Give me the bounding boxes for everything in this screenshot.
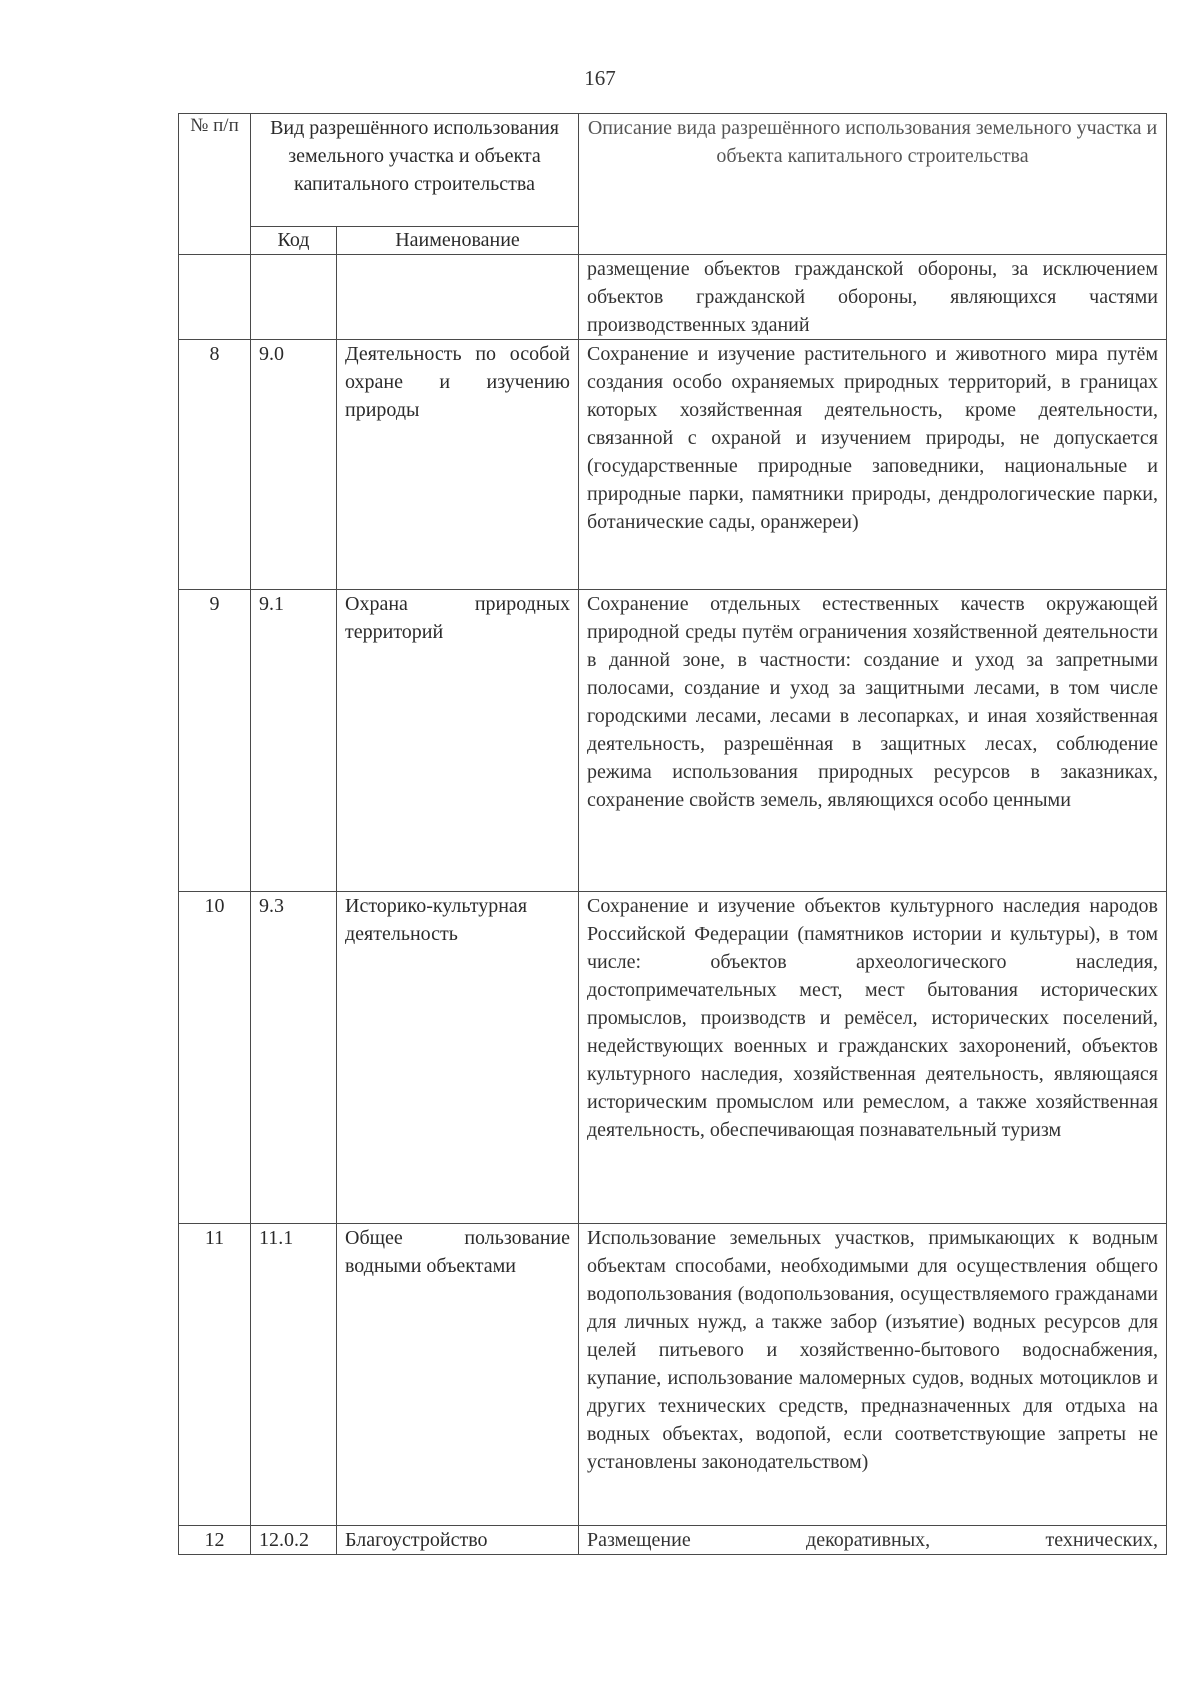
row-description: Размещение декоративных, технических, (579, 1526, 1167, 1555)
table-row (179, 1224, 1167, 1526)
row-code: 9.0 (251, 340, 337, 590)
header-name: Наименование (337, 227, 579, 255)
land-use-table (178, 113, 1167, 1555)
row-number: 11 (179, 1224, 251, 1526)
row-number: 10 (179, 892, 251, 1224)
row-description: Сохранение отдельных естественных качеств окружающей природной среды путём ограничения хозяйственной деятельности в данной зоне, в частности: создание и уход за запретными полосами, создание и уход за защитными лесами, в том числе городскими лесами, лесами в лесопарках, и иная хозяйственная деятельность, разрешённая в защитных лесах, соблюдение режима использования природных ресурсов в заказниках, сохранение свойств земель, являющихся особо ценными (579, 590, 1167, 892)
table-row (179, 1526, 1167, 1555)
row-name: Общее пользование водными объектами (337, 1224, 579, 1526)
header-row (179, 114, 1167, 227)
row-code: 9.1 (251, 590, 337, 892)
header-description: Описание вида разрешённого использования земельного участка и объекта капитального строительства (579, 114, 1167, 255)
row-name: Благоустройство (337, 1526, 579, 1555)
header-code: Код (251, 227, 337, 255)
row-code: 12.0.2 (251, 1526, 337, 1555)
header-number: № п/п (179, 114, 251, 255)
row-description: Сохранение и изучение объектов культурного наследия народов Российской Федерации (памятников истории и культуры), в том числе: объектов археологического наследия, достопримечательных мест, мест бытования исторических промыслов, производств и ремёсел, исторических поселений, недействующих военных и гражданских захоронений, объектов культурного наследия, хозяйственная деятельность, являющаяся историческим промыслом или ремеслом, а также хозяйственная деятельность, обеспечивающая познавательный туризм (579, 892, 1167, 1224)
row-description: Использование земельных участков, примыкающих к водным объектам способами, необходимыми для осуществления общего водопользования (водопользования, осуществляемого гражданами для личных нужд, а также забор (изъятие) водных ресурсов для целей питьевого и хозяйственно-бытового водоснабжения, купание, использование маломерных судов, водных мотоциклов и других технических средств, предназначенных для отдыха на водных объектах, водопой, если соответствующие запреты не установлены законодательством) (579, 1224, 1167, 1526)
table-row (179, 892, 1167, 1224)
table-row (179, 340, 1167, 590)
table-row (179, 255, 1167, 340)
row-name (337, 255, 579, 340)
row-number (179, 255, 251, 340)
row-description: Сохранение и изучение растительного и животного мира путём создания особо охраняемых природных территорий, в границах которых хозяйственная деятельность, кроме деятельности, связанной с охраной и изучением природы, не допускается (государственные природные заповедники, национальные и природные парки, памятники природы, дендрологические парки, ботанические сады, оранжереи) (579, 340, 1167, 590)
row-number: 12 (179, 1526, 251, 1555)
page-number: 167 (584, 66, 616, 90)
row-name: Деятельность по особой охране и изучению природы (337, 340, 579, 590)
row-code: 11.1 (251, 1224, 337, 1526)
row-description: размещение объектов гражданской обороны, за исключением объектов гражданской обороны, являющихся частями производственных зданий (579, 255, 1167, 340)
row-code: 9.3 (251, 892, 337, 1224)
table-row (179, 590, 1167, 892)
header-use-type: Вид разрешённого использования земельного участка и объекта капитального строительства (251, 114, 579, 227)
row-number: 9 (179, 590, 251, 892)
row-name: Историко-культурная деятельность (337, 892, 579, 1224)
row-name: Охрана природных территорий (337, 590, 579, 892)
row-number: 8 (179, 340, 251, 590)
row-code (251, 255, 337, 340)
